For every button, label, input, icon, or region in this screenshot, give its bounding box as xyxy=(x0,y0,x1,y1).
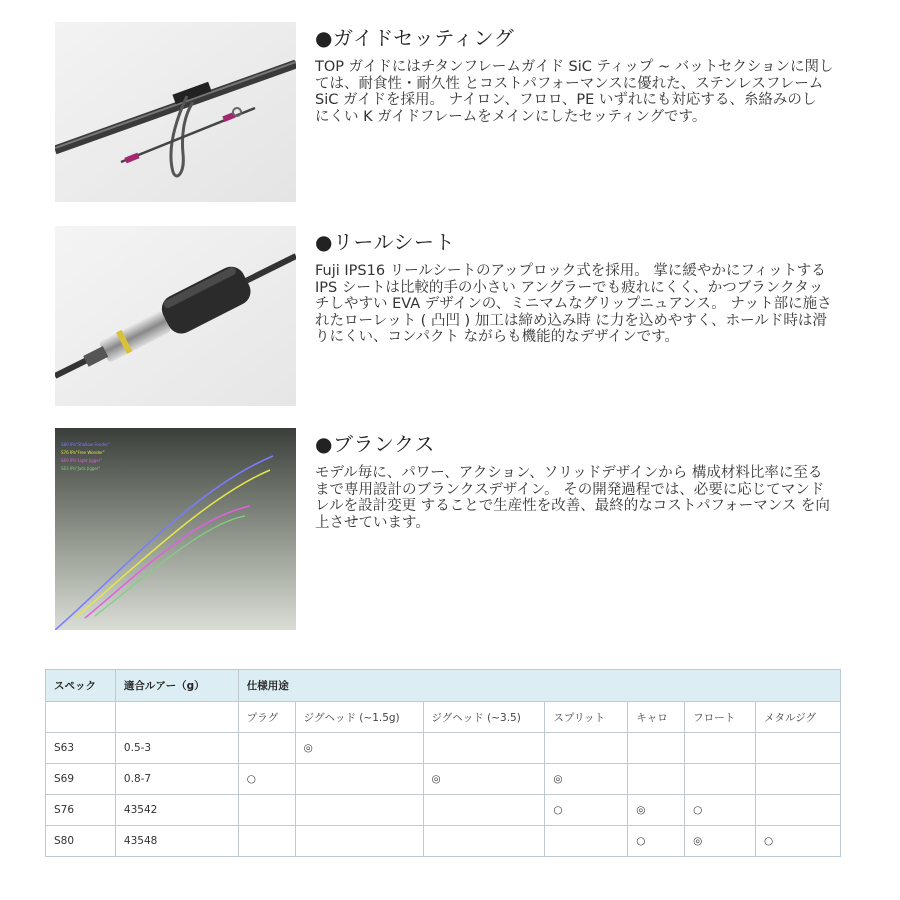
header-spec: スペック xyxy=(46,670,116,702)
row-spec: S76 xyxy=(46,795,116,826)
row-lure: 0.5-3 xyxy=(115,733,238,764)
row-mark: ○ xyxy=(628,826,685,857)
reel-seat-photo xyxy=(55,226,296,406)
row-mark: ◎ xyxy=(545,764,628,795)
header-lure: 適合ルアー（g） xyxy=(115,670,238,702)
feature-title: ●ブランクス xyxy=(315,432,435,456)
row-mark: ◎ xyxy=(628,795,685,826)
blank-curve-image xyxy=(55,428,296,630)
table-subheader-row xyxy=(46,702,841,733)
usage-column: ジグヘッド (~3.5) xyxy=(423,702,545,733)
row-mark: ○ xyxy=(756,826,841,857)
row-mark xyxy=(628,764,685,795)
row-mark: ○ xyxy=(238,764,295,795)
spec-table xyxy=(45,669,841,857)
row-mark xyxy=(238,733,295,764)
usage-column: ジグヘッド (~1.5g) xyxy=(295,702,423,733)
row-mark xyxy=(295,826,423,857)
usage-column: スプリット xyxy=(545,702,628,733)
row-mark xyxy=(685,733,756,764)
row-mark: ○ xyxy=(545,795,628,826)
legend-entry: S63 IPa"Jack Jigger" xyxy=(61,466,101,471)
usage-column: プラグ xyxy=(238,702,295,733)
row-mark xyxy=(545,826,628,857)
row-spec: S80 xyxy=(46,826,116,857)
legend-entry: S69 IPa"Light Jigger" xyxy=(61,458,103,463)
feature-title: ●リールシート xyxy=(315,230,456,254)
row-spec: S63 xyxy=(46,733,116,764)
row-mark: ○ xyxy=(685,795,756,826)
row-mark xyxy=(238,826,295,857)
feature-body: モデル毎に、パワー、アクション、ソリッドデザインから 構成材料比率に至るまで専用設計のブランクスデザイン。 その開発過程では、必要に応じてマンドレルを設計変更 することで生産性を改善、最終的なコストパフォーマンス を向上させています。 xyxy=(315,465,830,531)
feature-body: TOP ガイドにはチタンフレームガイド SiC ティップ ~ バットセクションに関しては、耐食性・耐久性 とコストパフォーマンスに優れた、ステンレスフレーム SiC ガイドを採用。 ナイロン、フロロ、PE いずれにも対応する、糸絡みのし にくい K ガイドフレームをメインにしたセッティングです。 xyxy=(315,59,834,125)
row-mark xyxy=(756,795,841,826)
row-mark xyxy=(756,733,841,764)
row-mark xyxy=(423,826,545,857)
row-mark xyxy=(545,733,628,764)
row-mark: ◎ xyxy=(423,764,545,795)
row-lure: 43542 xyxy=(115,795,238,826)
table-row xyxy=(46,826,841,857)
table-row xyxy=(46,795,841,826)
table-row xyxy=(46,733,841,764)
legend-entry: S80 IPa"Shallow Fender" xyxy=(61,442,110,447)
row-mark xyxy=(295,795,423,826)
guide-photo xyxy=(55,22,296,202)
table-row xyxy=(46,764,841,795)
row-mark: ◎ xyxy=(295,733,423,764)
row-lure: 0.8-7 xyxy=(115,764,238,795)
row-mark xyxy=(295,764,423,795)
row-spec: S69 xyxy=(46,764,116,795)
feature-body: Fuji IPS16 リールシートのアップロック式を採用。 掌に緩やかにフィットする IPS シートは比較的手の小さい アングラーでも疲れにくく、かつブランクタッチしやすい EVA デザインの、ミニマムなグリップニュアンス。 ナット部に施されたローレット ( 凸凹 ) 加工は締め込み時 に力を込めやすく、ホールド時は滑りにくい、コンパクト ながらも機能的なデザインです。 xyxy=(315,263,832,345)
table-header-row xyxy=(46,670,841,702)
usage-column: フロート xyxy=(685,702,756,733)
feature-title: ●ガイドセッティング xyxy=(315,26,515,50)
row-mark xyxy=(756,764,841,795)
row-mark xyxy=(628,733,685,764)
usage-column: キャロ xyxy=(628,702,685,733)
row-mark xyxy=(238,795,295,826)
row-mark xyxy=(423,795,545,826)
row-lure: 43548 xyxy=(115,826,238,857)
row-mark xyxy=(685,764,756,795)
usage-column: メタルジグ xyxy=(756,702,841,733)
row-mark: ◎ xyxy=(685,826,756,857)
header-usage: 仕様用途 xyxy=(238,670,840,702)
row-mark xyxy=(423,733,545,764)
legend-entry: S76 IPa"Free Wonder" xyxy=(61,450,105,455)
